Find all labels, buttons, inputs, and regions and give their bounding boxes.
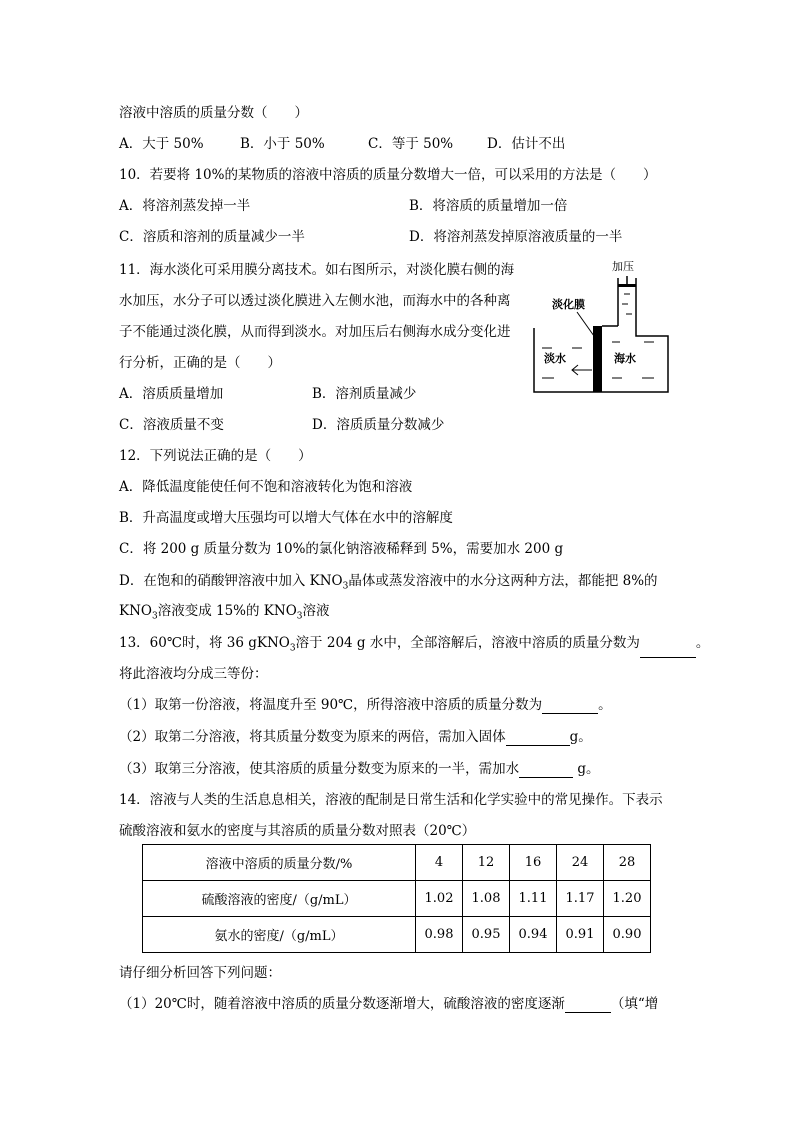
sea-water-label: 海水 [614,353,636,365]
q10-option-d: D．将溶剂蒸发掉原溶液质量的一半 [409,229,623,245]
q12-option-a: A．降低温度能使任何不饱和溶液转化为饱和溶液 [119,479,413,495]
q12-option-b: B．升高温度或增大压强均可以增大气体在水中的溶解度 [119,510,453,526]
membrane-label: 淡化膜 [552,299,585,311]
q13-part-3: （3）取第三分溶液，使其溶质的质量分数变为原来的一半，需加水 g。 [119,761,600,777]
q12-option-d: D．在饱和的硝酸钾溶液中加入 $KNO_3$晶体或蒸发溶液中的水分这两种方法，都能把 8%的 [119,573,658,592]
pressure-label: 加压 [612,261,634,273]
q12-option-d-cont: $KNO_3$溶液变成 15%的 $KNO_3$溶液 [119,603,330,622]
q11-line-2: 水加压，水分子可以透过淡化膜进入左侧水池，而海水中的各种离 [119,293,511,309]
q12-option-c: C．将 200 g 质量分数为 10%的氯化钠溶液稀释到 5%，需要加水 200 g [119,541,564,557]
fresh-water-label: 淡水 [544,353,566,365]
q11-option-c: C．溶液质量不变 [119,417,224,433]
q13-part-1: （1）取第一份溶液，将温度升至 90℃，所得溶液中溶质的质量分数为 。 [119,697,612,713]
q14-line-1: 14．溶液与人类的生活息息相关，溶液的配制是日常生活和化学实验中的常见操作。下表示 [119,792,663,808]
table-cell: 硫酸溶液的密度/（g/mL） [143,881,416,917]
table-cell: 1.02 [416,881,463,917]
q13-part-2: （2）取第二分溶液，将其质量分数变为原来的两倍，需加入固体 g。 [119,729,592,745]
table-cell: 16 [510,845,557,881]
answer-blank[interactable] [519,763,573,778]
q11-option-d: D．溶质质量分数减少 [312,417,445,433]
q9-option-a: A．大于 50% [119,136,204,152]
density-table [142,844,651,953]
q10-stem: 10．若要将 10%的某物质的溶液中溶质的质量分数增大一倍，可以采用的方法是（ ） [119,167,657,183]
q10-option-c: C．溶质和溶剂的质量减少一半 [119,229,305,245]
q11-line-4: 行分析，正确的是（ ） [119,355,281,371]
answer-blank[interactable] [506,731,570,746]
q12-stem: 12．下列说法正确的是（ ） [119,448,312,464]
q11-option-b: B．溶剂质量减少 [312,386,417,402]
table-cell: 氨水的密度/（g/mL） [143,917,416,953]
table-cell: 1.17 [557,881,604,917]
q14-instruction: 请仔细分析回答下列问题： [119,965,281,981]
q11-option-a: A．溶质质量增加 [119,386,224,402]
table-cell: 28 [604,845,651,881]
q14-part-1: （1）20℃时，随着溶液中溶质的质量分数逐渐增大，硫酸溶液的密度逐渐 （填“增 [119,996,659,1012]
q9-option-d: D．估计不出 [487,136,566,152]
table-cell: 1.20 [604,881,651,917]
table-cell: 4 [416,845,463,881]
q9-stem: 溶液中溶质的质量分数（ ） [119,105,308,121]
table-cell: 1.11 [510,881,557,917]
table-cell: 0.98 [416,917,463,953]
q14-line-2: 硫酸溶液和氨水的密度与其溶质的质量分数对照表（20℃） [119,823,476,839]
table-cell: 12 [463,845,510,881]
table-row [143,845,651,881]
q13-stem: 13．60℃时，将 36 gKNO$_3$溶于 204 g 水中，全部溶解后，溶液中溶质的质量分数为 。 [119,634,709,658]
answer-blank[interactable] [640,643,696,658]
table-cell: 0.95 [463,917,510,953]
q11-line-3: 子不能通过淡化膜，从而得到淡水。对加压后右侧海水成分变化进 [119,324,511,340]
table-cell: 0.91 [557,917,604,953]
q9-option-b: B．小于 50% [240,136,325,152]
table-cell: 24 [557,845,604,881]
q9-option-c: C．等于 50% [368,136,454,152]
table-cell: 0.94 [510,917,557,953]
table-cell: 0.90 [604,917,651,953]
membrane-desalination-diagram [532,258,672,398]
q10-option-a: A．将溶剂蒸发掉一半 [119,198,251,214]
table-row [143,881,651,917]
table-row [143,917,651,953]
answer-blank[interactable] [565,998,611,1013]
q13-line-2: 将此溶液均分成三等份： [119,666,268,682]
membrane [593,326,602,392]
answer-blank[interactable] [542,699,598,714]
table-cell: 溶液中溶质的质量分数/% [143,845,416,881]
q11-line-1: 11．海水淡化可采用膜分离技术。如右图所示，对淡化膜右侧的海 [119,262,515,278]
q10-option-b: B．将溶质的质量增加一倍 [409,198,568,214]
table-cell: 1.08 [463,881,510,917]
